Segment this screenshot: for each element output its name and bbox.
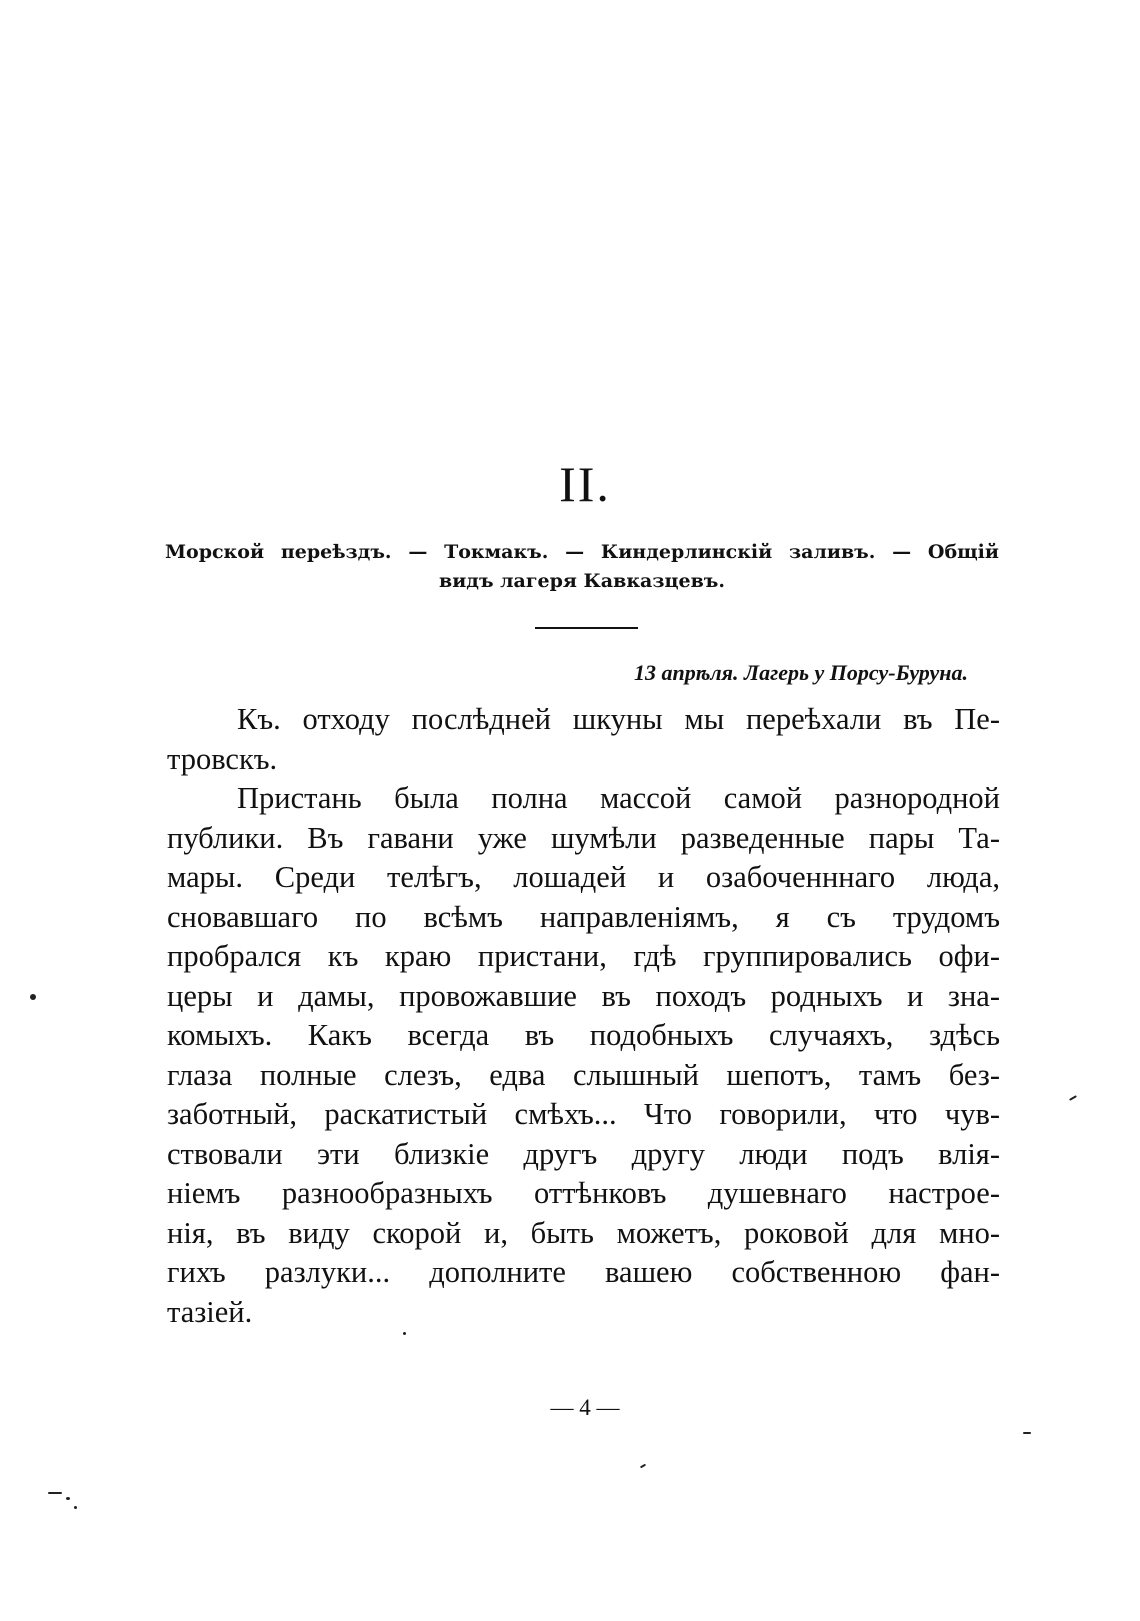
text-line: сновавшаго по всѣмъ направленіямъ, я съ трудомъ — [167, 899, 1000, 934]
scan-speck — [640, 1464, 646, 1469]
text-line: комыхъ. Какъ всегда въ подобныхъ случаяхъ, здѣсь — [167, 1018, 1000, 1052]
scan-speck — [1069, 1095, 1077, 1101]
text-line: ствовали эти близкіе другъ другу люди подъ влія- — [167, 1136, 1000, 1171]
chapter-summary-line-1: Морской переѣздъ. — Токмакъ. — Киндерлинскій заливъ. — Общій — [165, 541, 999, 563]
text-line: публики. Въ гавани уже шумѣли разведенные пары Та- — [167, 820, 1000, 855]
text-line: тровскъ. — [167, 741, 278, 776]
body-text — [167, 700, 1000, 1332]
text-line: ніемъ разнообразныхъ оттѣнковъ душевнаго настрое- — [167, 1176, 1000, 1210]
text-line: гихъ разлуки... дополните вашею собственною фан- — [167, 1255, 1000, 1289]
text-line: заботный, раскатистый смѣхъ... Что говорили, что чув- — [167, 1097, 1000, 1131]
scan-speck — [30, 994, 36, 1000]
page-number: — 4 — — [550, 1395, 620, 1420]
text-line: мары. Среди телѣгъ, лошадей и озабоченннаго люда, — [167, 860, 1000, 894]
chapter-number: II. — [559, 456, 611, 512]
scan-speck — [66, 1497, 70, 1500]
text-line: пробрался къ краю пристани, гдѣ группировались офи- — [167, 939, 1000, 973]
chapter-summary-line-2: видъ лагеря Кавказцевъ. — [439, 570, 725, 592]
text-line: тазіей. — [167, 1294, 253, 1329]
scan-speck — [1023, 1432, 1031, 1434]
chapter-summary — [165, 538, 999, 596]
text-line: глаза полные слезъ, едва слышный шепотъ, тамъ без- — [167, 1057, 1000, 1092]
text-line: Къ. отходу послѣдней шкуны мы переѣхали въ Пе- — [237, 702, 1000, 736]
text-line: церы и дамы, провожавшие въ походъ родныхъ и зна- — [167, 978, 1000, 1013]
text-line: Пристань была полна массой самой разнородной — [237, 781, 1000, 815]
dateline: 13 апрѣля. Лагерь у Порсу-Буруна. — [633, 660, 968, 685]
scan-speck — [48, 1492, 62, 1494]
scan-speck — [403, 1332, 406, 1335]
scan-speck — [74, 1506, 77, 1509]
text-line: нія, въ виду скорой и, быть можетъ, роковой для мно- — [167, 1215, 1000, 1250]
section-divider — [535, 627, 638, 629]
